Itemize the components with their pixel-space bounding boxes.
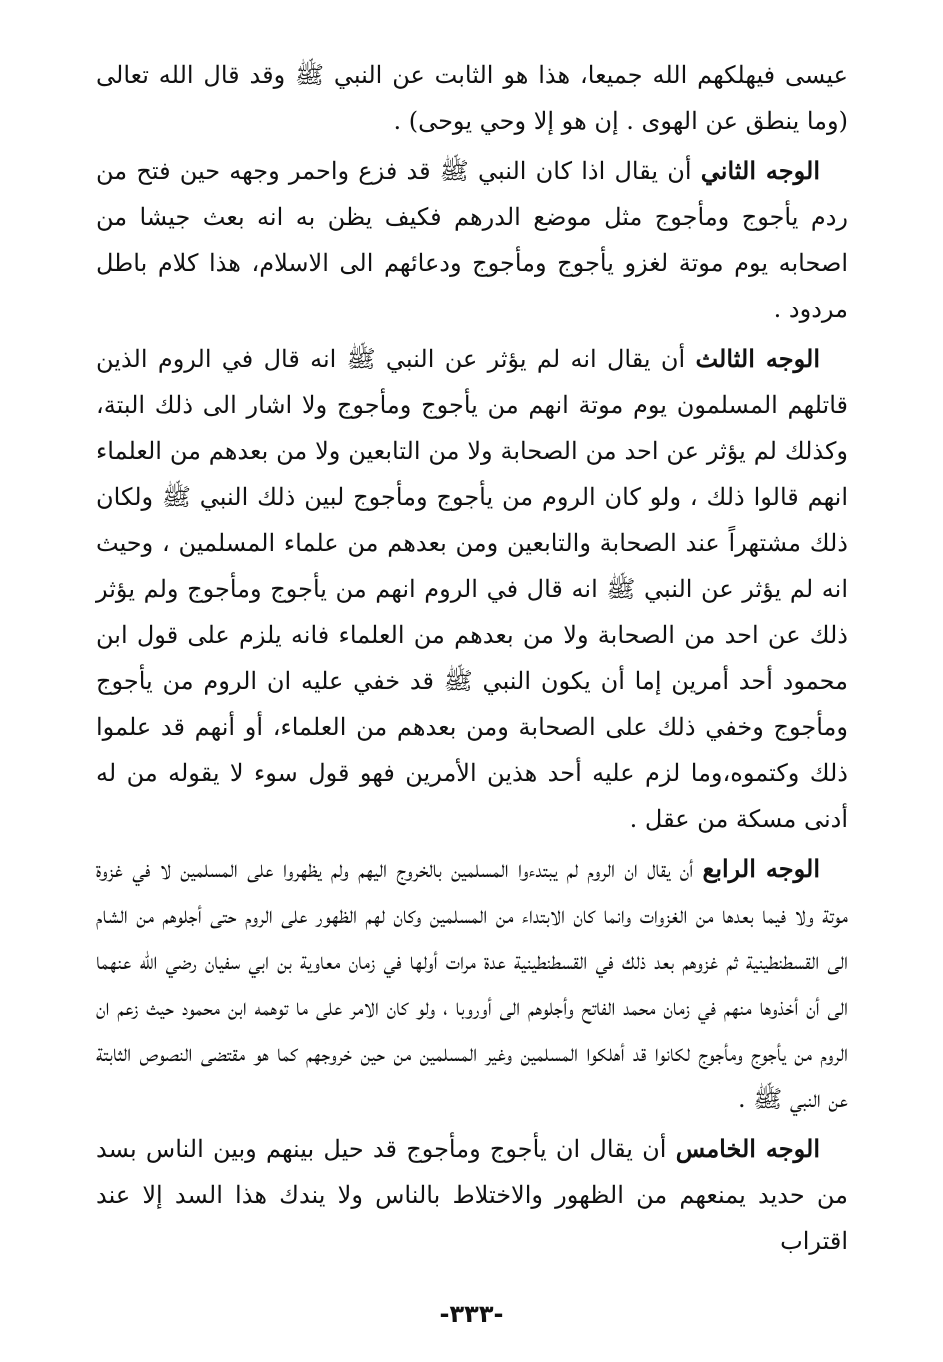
paragraph-intro: [96, 52, 848, 144]
page-number: -٣٣٣-: [439, 1300, 504, 1328]
page-body: [96, 52, 848, 1264]
paragraph-second-aspect-text: أن يقال اذا كان النبي ﷺ قد فزع واحمر وجهه حين فتح من ردم يأجوج ومأجوج مثل موضع الدرهم فكيف يظن به انه بعث جيشا من اصحابه يوم موتة لغزو يأجوج ومأجوج ودعائهم الى الاسلام، هذا كلام باطل مردود .: [96, 157, 848, 323]
paragraph-second-aspect-heading: الوجه الثاني: [700, 156, 820, 185]
paragraph-third-aspect: [96, 336, 848, 842]
paragraph-second-aspect: [96, 148, 848, 332]
paragraph-fifth-aspect-text: أن يقال ان يأجوج ومأجوج قد حيل بينهم وبين الناس بسد من حديد يمنعهم من الظهور والاختلاط بالناس ولا يندك هذا السد إلا عند اقتراب: [96, 1135, 848, 1255]
paragraph-fifth-aspect-heading: الوجه الخامس: [675, 1134, 820, 1163]
paragraph-fourth-aspect-text: أن يقال ان الروم لم يبتدءوا المسلمين بالخروج اليهم ولم يظهروا على المسلمين لا في غزوة موتة ولا فيما بعدها من الغزوات وانما كان الابتداء من المسلمين وكان لهم الظهور على الروم حتى أجلوهم من الشام الى القسطنطينية ثم غزوهم بعد ذلك في القسطنطينية عدة مرات أولها في زمان معاوية بن ابي سفيان رضي الله عنهما الى أن أخذوها منهم في زمان محمد الفاتح وأجلوهم الى أوروبا ، ولو كان الامر على ما توهمه ابن محمود حيث زعم ان الروم من يأجوج ومأجوج لكانوا قد أهلكوا المسلمين وغير المسلمين من حين خروجهم كما هو مقتضى النصوص الثابتة عن النبي ﷺ .: [96, 855, 848, 1113]
paragraph-fourth-aspect-heading: الوجه الرابع: [702, 854, 821, 883]
paragraph-fourth-aspect: [96, 846, 848, 1122]
paragraph-fifth-aspect: [96, 1126, 848, 1264]
paragraph-third-aspect-text: أن يقال انه لم يؤثر عن النبي ﷺ انه قال في الروم الذين قاتلهم المسلمون يوم موتة انهم من يأجوج ومأجوج ولا اشار الى ذلك البتة، وكذلك لم يؤثر عن احد من الصحابة ولا من التابعين ولا من بعدهم من العلماء انهم قالوا ذلك ، ولو كان الروم من يأجوج ومأجوج لبين ذلك النبي ﷺ ولكان ذلك مشتهراً عند الصحابة والتابعين ومن بعدهم من علماء المسلمين ، وحيث انه لم يؤثر عن النبي ﷺ انه قال في الروم انهم من يأجوج ومأجوج ولم يؤثر ذلك عن احد من الصحابة ولا من بعدهم من العلماء فانه يلزم على قول ابن محمود أحد أمرين إما أن يكون النبي ﷺ قد خفي عليه ان الروم من يأجوج ومأجوج وخفي ذلك على الصحابة ومن بعدهم من العلماء، أو أنهم قد علموا ذلك وكتموه،وما لزم عليه أحد هذين الأمرين فهو قول سوء لا يقوله من له أدنى مسكة من عقل .: [96, 345, 848, 833]
paragraph-intro-text: عيسى فيهلكهم الله جميعا، هذا هو الثابت عن النبي ﷺ وقد قال الله تعالى (وما ينطق عن الهوى . إن هو إلا وحي يوحى) .: [96, 61, 848, 135]
paragraph-third-aspect-heading: الوجه الثالث: [695, 344, 820, 373]
